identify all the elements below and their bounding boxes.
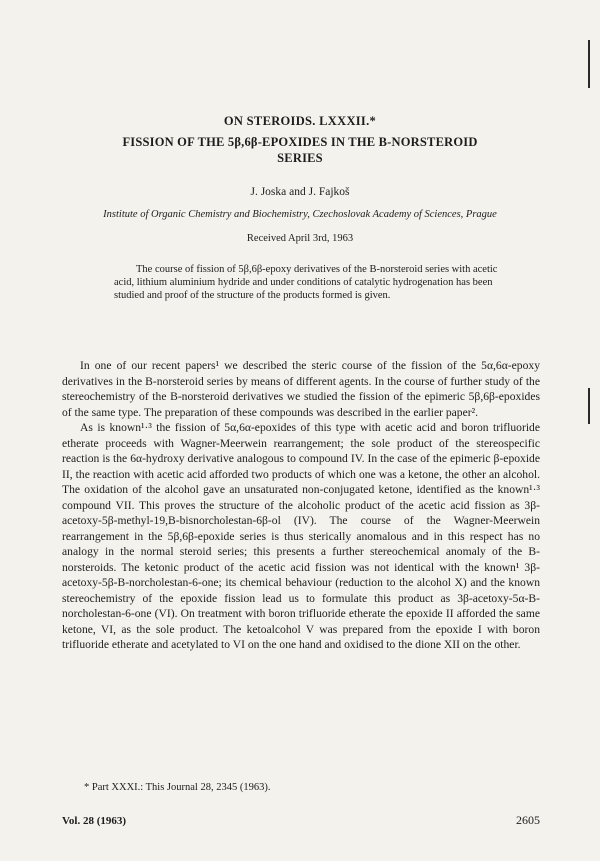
body-text xyxy=(62,358,540,653)
abstract xyxy=(114,263,504,303)
title-block xyxy=(40,114,560,166)
paragraph-1: In one of our recent papers¹ we described the steric course of the fission of the 5α,6α-epoxy derivatives in the B-norsteroid series by means of different agents. In the course of further study of the stereochemistry of the B-norsteroid derivatives we studied the fission of the epimeric 5β,6β-epoxides of the same type. The preparation of these compounds was described in the earlier paper². xyxy=(62,359,540,419)
volume-info: Vol. 28 (1963) xyxy=(62,815,127,827)
margin-mark xyxy=(588,40,590,88)
institute: Institute of Organic Chemistry and Biochemistry, Czechoslovak Academy of Sciences, Prague xyxy=(103,209,497,220)
paragraph-2: As is known¹·³ the fission of 5α,6α-epoxides of this type with acetic acid and boron trifluoride etherate proceeds with Wagner-Meerwein rearrangement; the sole product of the stereospecific reaction is the 6α-hydroxy derivative analogous to compound IV. In the case of the epimeric β-epoxide II, the reaction with acetic acid afforded two products of which one was a ketone, the other an alcohol. The oxidation of the alcohol gave an unsaturated non-conjugated ketone, identified as the known¹·³ compound VII. This proves the structure of the alcoholic product of the acetic acid fission as 3β-acetoxy-5β-methyl-19,B-bisnorcholestan-6β-ol (IV). The course of the Wagner-Meerwein rearrangement in the 5β,6β-epoxide series is thus sterically anomalous and in this respect has no analogy in the normal steroid series; this presents a further stereochemical anomaly of the B-norsteroids. The ketonic product of the acetic acid fission was not identical with the known¹ 3β-acetoxy-5β-B-norcholestan-6-one; its chemical behaviour (reduction to the alcohol X) and the known stereochemistry of the epoxide fission lead us to formulate this product as 3β-acetoxy-5α-B-norcholestan-6-one (VI). On treatment with boron trifluoride etherate the epoxide II afforded the same ketone, VI, as the sole product. The ketoalcohol V was prepared from the epoxide I with boron trifluoride etherate and acetylated to VI on the one hand and oxidised to the dione XII on the other. xyxy=(62,421,540,651)
authors: J. Joska and J. Fajkoš xyxy=(250,186,350,198)
margin-mark xyxy=(588,388,590,424)
series-title: ON STEROIDS. LXXXII.* xyxy=(223,114,377,128)
footnote: * Part XXXI.: This Journal 28, 2345 (1963). xyxy=(84,782,271,793)
received-date: Received April 3rd, 1963 xyxy=(246,233,354,244)
abstract-text: The course of fission of 5β,6β-epoxy derivatives of the B-norsteroid series with acetic acid, lithium aluminium hydride and under conditions of catalytic hydrogenation has been studied and proof of the structure of the products formed is given. xyxy=(114,264,498,302)
paper-title: FISSION OF THE 5β,6β-EPOXIDES IN THE B-NORSTEROID SERIES xyxy=(122,135,478,165)
page-number: 2605 xyxy=(516,813,540,827)
